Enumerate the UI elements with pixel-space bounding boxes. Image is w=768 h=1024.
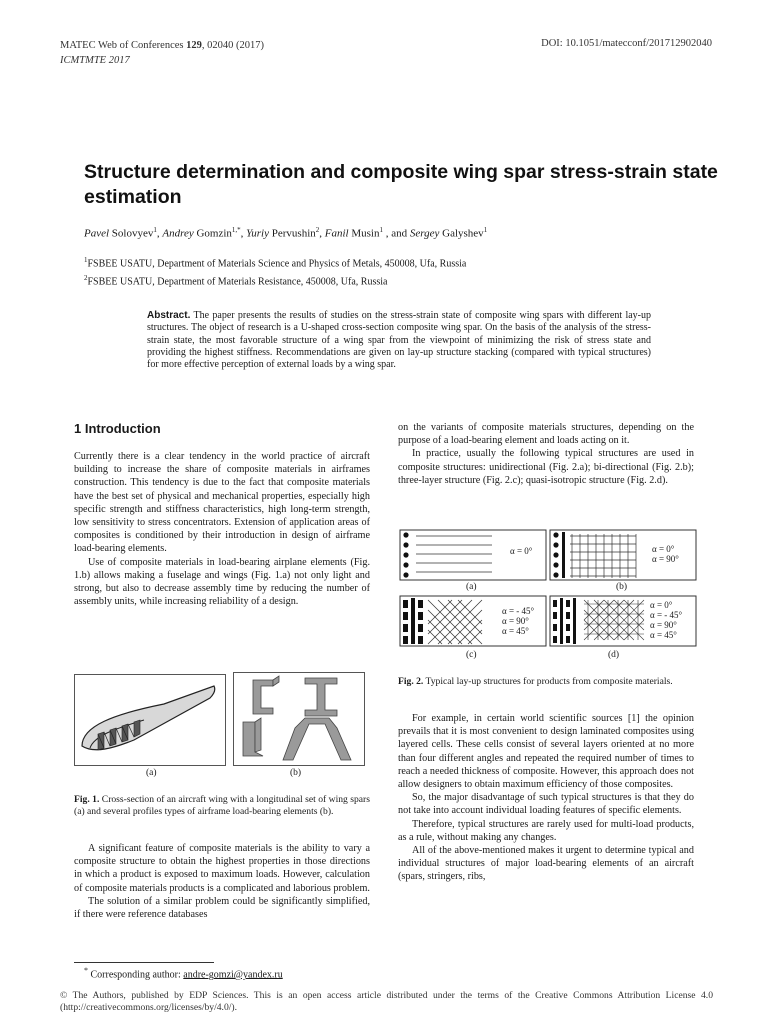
figure-2-layups (398, 528, 698, 668)
license-notice: © The Authors, published by EDP Sciences. This is an open access article distributed under the terms of the Creative Commons Attribution License 4.0 (http://creativecommons.org/licenses/by/4.0/). (60, 990, 713, 1013)
paragraph: In practice, usually the following typical structures are used in composite structures: unidirectional (Fig. 2.a); bi-directional (Fig. 2.b); three-layer structure (Fig. 2.c); quasi-isotropic structure (Fig. 2.d). (398, 448, 694, 486)
paper-title: Structure determination and composite wing spar stress-strain state estimation (84, 161, 718, 208)
paragraph: on the variants of composite materials structures, depending on the purpose of a load-bearing element and loads acting on it. (398, 422, 694, 447)
journal-citation: MATEC Web of Conferences 129, 02040 (2017) (60, 40, 264, 51)
affiliations (84, 253, 466, 290)
author-list: Pavel Solovyev$^1$, Andrey Gomzin$^{1,*}$, Yuriy Pervushin$^2$, Fanil Musin$^1$ , and Sergey Galyshev$^1$ (84, 226, 488, 240)
doi-link[interactable]: DOI: 10.1051/matecconf/201712902040 (541, 38, 712, 49)
right-column-top (398, 421, 694, 487)
paragraph: A significant feature of composite materials is the ability to vary a composite structure to obtain the highest properties in those directions in which a product is exposed to maximum loads. However, calculation of composite materials products is a complicated and laborious problem. (74, 843, 370, 894)
paragraph: Use of composite materials in load-bearing airplane elements (Fig. 1.b) allows making a fuselage and wings (Fig. 1.a) not only light and strong, but also to decrease assembly time by reducing the number of assembly units, while increasing reliability of a design. (74, 556, 370, 608)
figure-1a-label: (a) (146, 768, 157, 778)
left-column-top (74, 450, 370, 608)
figure-1a-wing-section (74, 674, 226, 766)
layup-d-label: (d) (608, 650, 620, 660)
layup-a-angles: α = 0° (510, 546, 533, 556)
paragraph: So, the major disadvantage of such typical structures is that they do not take into account individual loading features of specific elements. (398, 792, 694, 817)
footnote-divider (74, 962, 214, 963)
paragraph: For example, in certain world scientific sources [1] the opinion prevails that it is most convenient to design laminated composites using layered cells. These cells consist of several layers oriented at no more than four different angles and repeated the required number of times to reach a needed thickness of composite. However, this approach does not allow designers to obtain maximum efficiency of those composites. (398, 713, 694, 791)
running-header (60, 38, 264, 68)
layup-d-angles: α = 0° α = - 45° α = 90° α = 45° (650, 600, 683, 640)
paragraph: All of the above-mentioned makes it urgent to determine typical and individual structures of major load-bearing elements of an aircraft (spars, stringers, ribs, (398, 845, 694, 883)
affiliation-1: $^1$FSBEE USATU, Department of Materials Science and Physics of Metals, 450008, Ufa, Russia (84, 256, 467, 270)
layup-b-angles: α = 0° α = 90° (652, 544, 679, 564)
profiles-drawing (233, 672, 365, 766)
figure-2-caption: Fig. 2. Typical lay-up structures for products from composite materials. (398, 676, 673, 687)
layup-b-label: (b) (616, 582, 628, 592)
figure-1b-profiles (233, 672, 365, 766)
layup-c-angles: α = - 45° α = 90° α = 45° (502, 606, 535, 636)
paragraph: The solution of a similar problem could be significantly simplified, if there were reference databases (74, 895, 370, 921)
abstract: Abstract. The paper presents the results of studies on the stress-strain state of composite wing spars with different lay-up structures. The object of research is a U-shaped cross-section composite wing spar. On the basis of the analysis of the stress-strain state, the most favorable structure of a wing spar from the viewpoint of minimizing the risk of stress state and providing the highest stiffness. Recommendations are given on lay-up structure stacking (compared with typical structures) for more effective perception of external loads by a wing spar. (147, 310, 651, 371)
layup-a-label: (a) (466, 582, 477, 592)
figure-1-caption: Fig. 1. Cross-section of an aircraft wing with a longitudinal set of wing spars (a) and several profiles types of airframe load-bearing elements (b). (74, 794, 370, 817)
corresponding-email-link[interactable]: andre-gomzi@yandex.ru (183, 969, 283, 981)
figure-1b-label: (b) (290, 768, 302, 778)
affiliation-2: $^2$FSBEE USATU, Department of Materials Resistance, 450008, Ufa, Russia (84, 274, 388, 288)
left-column-bottom (74, 842, 370, 921)
paragraph: Currently there is a clear tendency in the world practice of aircraft building to increase the share of composite materials in airframes construction. This tendency is due to the fact that composite materials have the best set of physical and mechanical properties, especially high specific strength and stiffness characteristics, high long-term strength, low sensitivity to stress concentrators. Extension of application areas of composites is conditioned by their introduction in design of airframe load-bearing elements. (74, 451, 370, 555)
footnote: * Corresponding author: andre-gomzi@yandex.ru (84, 966, 283, 981)
right-column-bottom (398, 712, 694, 884)
layup-c-label: (c) (466, 650, 477, 660)
wing-section-drawing (74, 674, 226, 766)
conference-name: ICMTMTE 2017 (60, 55, 130, 66)
paragraph: Therefore, typical structures are rarely used for multi-load products, as a rule, without making any changes. (398, 818, 694, 843)
section-heading: 1 Introduction (74, 421, 161, 436)
